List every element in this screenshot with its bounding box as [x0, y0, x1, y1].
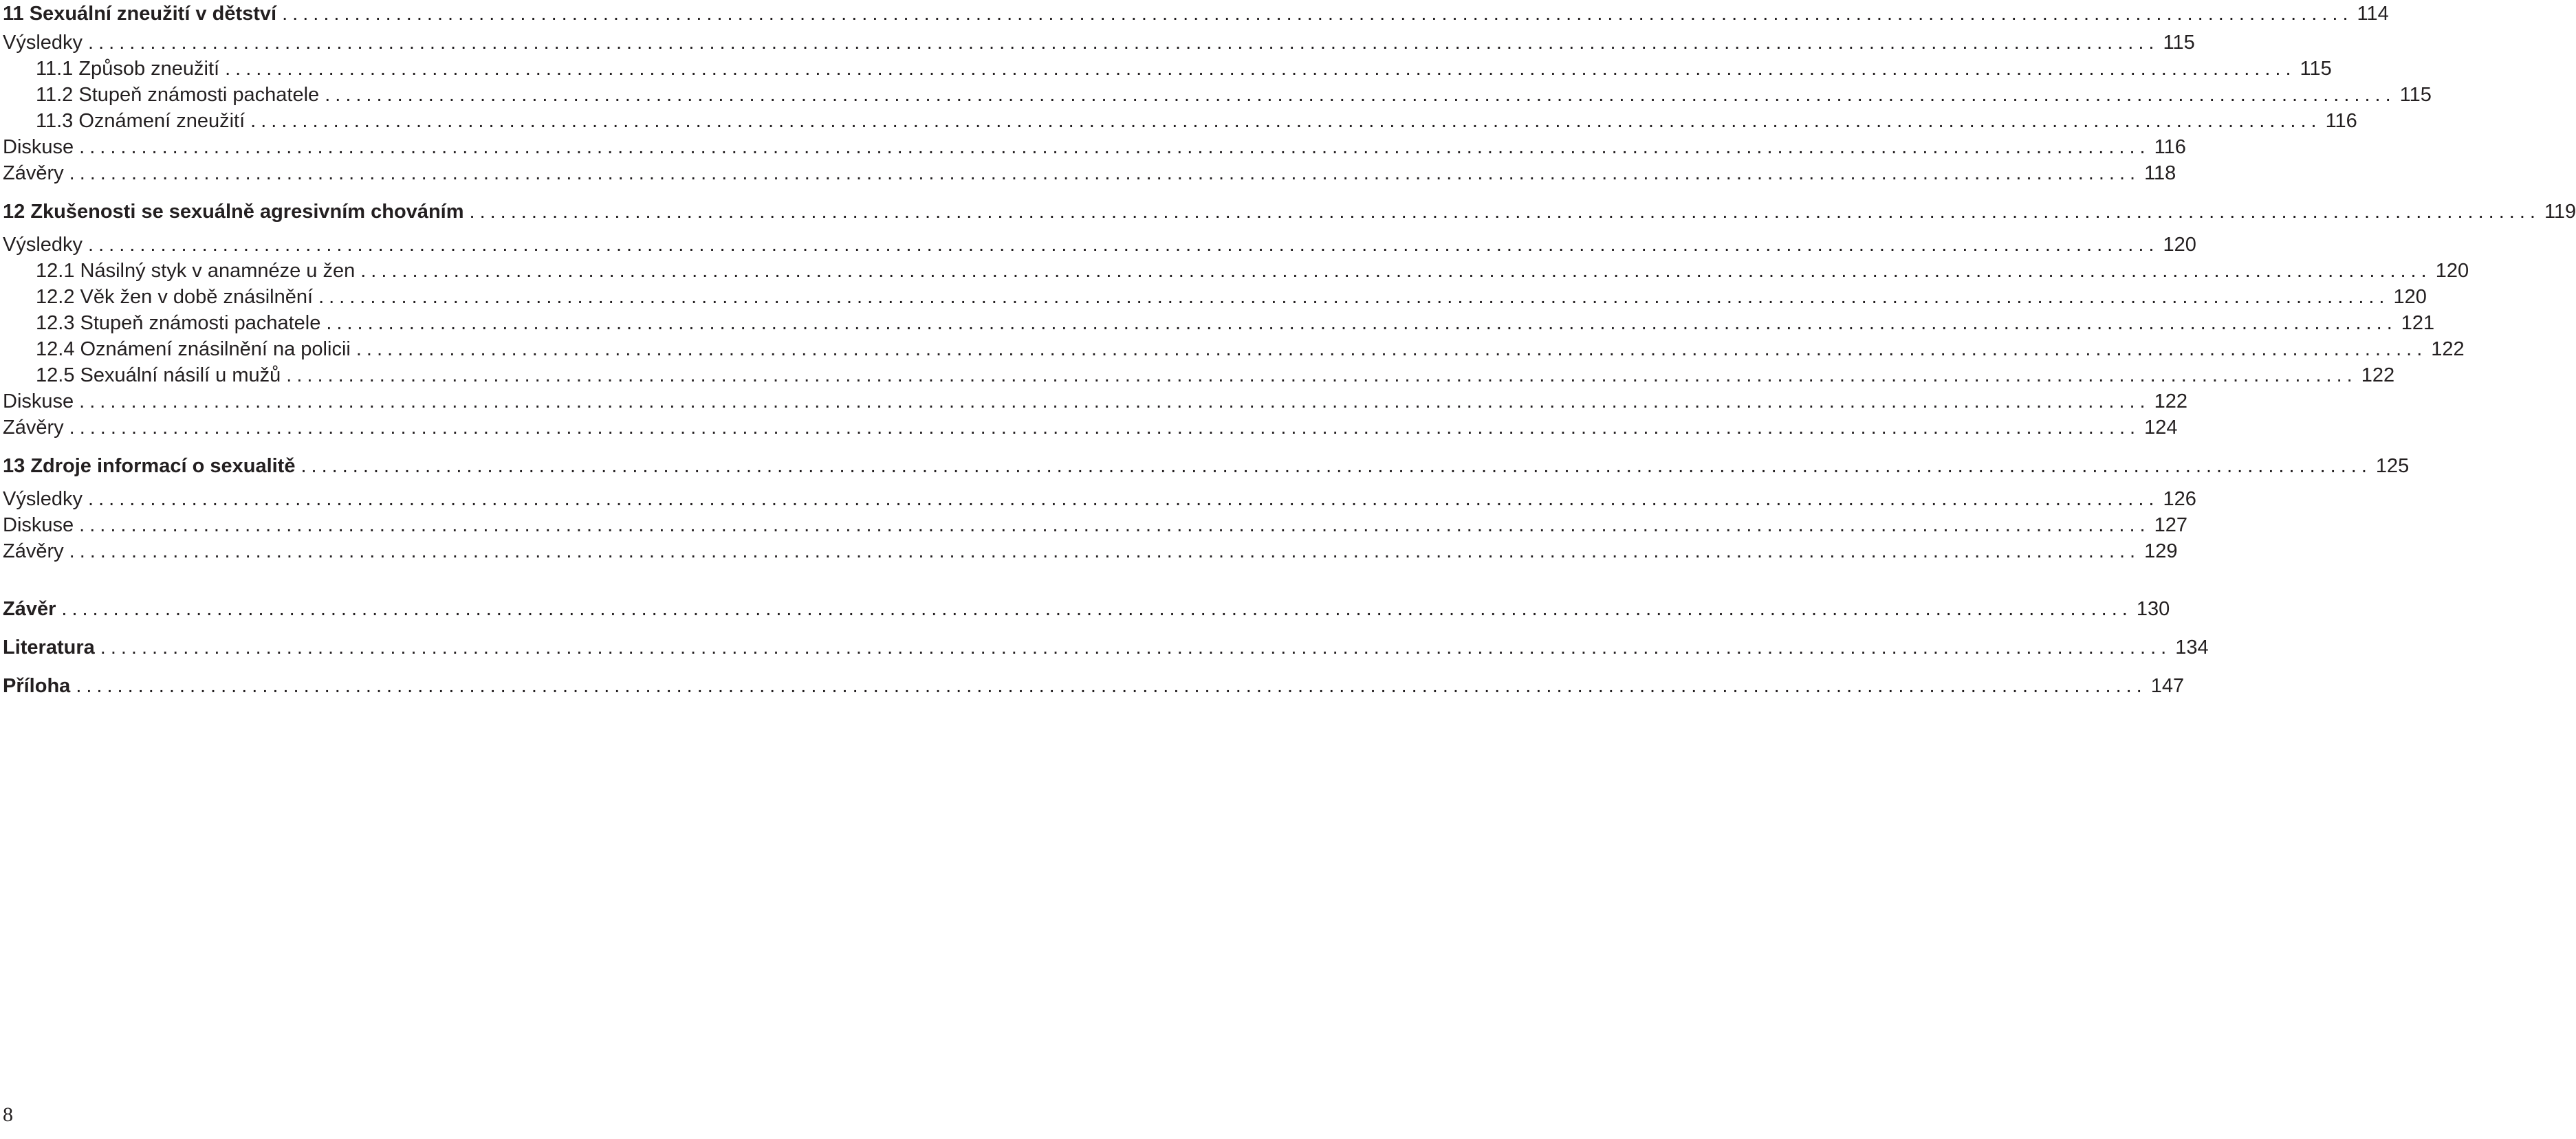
toc-entry: [3, 634, 2209, 661]
toc-entry: [3, 107, 2357, 135]
toc-entry-page: 118: [2144, 162, 2176, 184]
toc-entry-page: 122: [2431, 338, 2465, 360]
toc-entry-title: Diskuse: [3, 390, 74, 412]
toc-entry: [3, 595, 2170, 623]
toc-entry-title: Diskuse: [3, 514, 74, 536]
toc-entry: [3, 511, 2187, 539]
toc-entry-page: 121: [2401, 312, 2435, 334]
toc-entry: [3, 133, 2186, 161]
dot-leader: ........................................................................................................................................................................................................: [282, 3, 2353, 25]
dot-leader: ........................................................................................................................................................................................................: [225, 58, 2296, 80]
toc-entry-page: 120: [2163, 234, 2196, 256]
toc-entry-page: 115: [2163, 32, 2195, 54]
toc-entry: [3, 198, 2576, 225]
toc-entry-title: 12.2 Věk žen v době znásilnění: [36, 286, 314, 308]
dot-leader: ........................................................................................................................................................................................................: [88, 32, 2159, 54]
dot-leader: ........................................................................................................................................................................................................: [250, 110, 2322, 132]
dot-leader: ........................................................................................................................................................................................................: [79, 136, 2150, 158]
toc-entry-page: 120: [2435, 260, 2469, 282]
dot-leader: ........................................................................................................................................................................................................: [88, 234, 2159, 256]
toc-entry-page: 124: [2144, 417, 2178, 439]
dot-leader: ........................................................................................................................................................................................................: [469, 201, 2540, 223]
toc-entry-title: Výsledky: [3, 234, 83, 256]
dot-leader: ........................................................................................................................................................................................................: [76, 675, 2147, 697]
toc-entry-title: 11 Sexuální zneužití v dětství: [3, 3, 277, 25]
toc-entry-title: Závěry: [3, 540, 64, 562]
toc-entry: [3, 538, 2178, 565]
dot-leader: ........................................................................................................................................................................................................: [69, 540, 2141, 562]
toc-entry: [3, 452, 2410, 480]
toc-entry-title: Příloha: [3, 675, 71, 697]
toc-entry-title: Literatura: [3, 637, 95, 659]
dot-leader: ........................................................................................................................................................................................................: [100, 637, 2172, 659]
toc-entry: [3, 81, 2432, 109]
toc-entry-page: 130: [2136, 598, 2170, 620]
toc-entry-page: 129: [2144, 540, 2178, 562]
dot-leader: ........................................................................................................................................................................................................: [69, 162, 2141, 184]
toc-entry-title: Závěr: [3, 598, 56, 620]
toc-entry-title: Diskuse: [3, 136, 74, 158]
toc-entry-title: 12.4 Oznámení znásilnění na policii: [36, 338, 351, 360]
toc-entry: [3, 55, 2332, 82]
toc-entry-page: 119: [2544, 201, 2576, 223]
toc-entry-title: 11.2 Stupeň známosti pachatele: [36, 84, 320, 106]
toc-entry-title: 12.5 Sexuální násilí u mužů: [36, 364, 281, 386]
dot-leader: ........................................................................................................................................................................................................: [326, 312, 2397, 334]
toc-entry-page: 115: [2399, 84, 2432, 106]
dot-leader: ........................................................................................................................................................................................................: [301, 455, 2372, 477]
toc-entry: [3, 362, 2395, 389]
toc-entry-title: Výsledky: [3, 488, 83, 510]
toc-entry-page: 127: [2154, 514, 2187, 536]
toc-entry-page: 115: [2300, 58, 2332, 80]
dot-leader: ........................................................................................................................................................................................................: [61, 598, 2132, 620]
toc-entry-page: 122: [2361, 364, 2395, 386]
toc-entry-title: 13 Zdroje informací o sexualitě: [3, 455, 296, 477]
dot-leader: ........................................................................................................................................................................................................: [69, 417, 2141, 439]
toc-entry-title: 12 Zkušenosti se sexuálně agresivním chováním: [3, 201, 464, 223]
toc-entry-page: 126: [2163, 488, 2196, 510]
toc-entry-page: 116: [2154, 136, 2186, 158]
toc-entry: [3, 309, 2435, 337]
toc-entry: [3, 29, 2195, 56]
dot-leader: ........................................................................................................................................................................................................: [79, 390, 2150, 412]
toc-entry-page: 116: [2325, 110, 2357, 132]
toc-entry: [3, 231, 2196, 258]
toc-entry-title: 12.3 Stupeň známosti pachatele: [36, 312, 321, 334]
dot-leader: ........................................................................................................................................................................................................: [79, 514, 2150, 536]
toc-entry: [3, 485, 2196, 513]
dot-leader: ........................................................................................................................................................................................................: [286, 364, 2357, 386]
dot-leader: ........................................................................................................................................................................................................: [356, 338, 2427, 360]
toc-entry: [3, 672, 2185, 700]
toc-entry-title: 11.3 Oznámení zneužití: [36, 110, 245, 132]
toc-entry-page: 147: [2150, 675, 2185, 697]
dot-leader: ........................................................................................................................................................................................................: [318, 286, 2390, 308]
toc-entry-page: 134: [2175, 637, 2209, 659]
page-number: 8: [3, 1103, 13, 1126]
toc-entry-title: Závěry: [3, 162, 64, 184]
toc-entry-page: 120: [2393, 286, 2427, 308]
toc-entry: [3, 283, 2427, 311]
toc-entry: [3, 0, 2389, 27]
toc-entry: [3, 414, 2178, 441]
toc-entry-page: 114: [2357, 3, 2389, 25]
toc-entry-page: 122: [2154, 390, 2187, 412]
toc-entry-page: 125: [2375, 455, 2410, 477]
toc-entry-title: 12.1 Násilný styk v anamnéze u žen: [36, 260, 356, 282]
toc-entry-title: 11.1 Způsob zneužití: [36, 58, 220, 80]
dot-leader: ........................................................................................................................................................................................................: [325, 84, 2396, 106]
toc-entry: [3, 335, 2465, 363]
toc-entry-title: Závěry: [3, 417, 64, 439]
toc-entry: [3, 257, 2469, 285]
dot-leader: ........................................................................................................................................................................................................: [360, 260, 2432, 282]
toc-entry: [3, 388, 2187, 415]
toc-entry: [3, 159, 2176, 187]
toc-entry-title: Výsledky: [3, 32, 83, 54]
dot-leader: ........................................................................................................................................................................................................: [88, 488, 2159, 510]
